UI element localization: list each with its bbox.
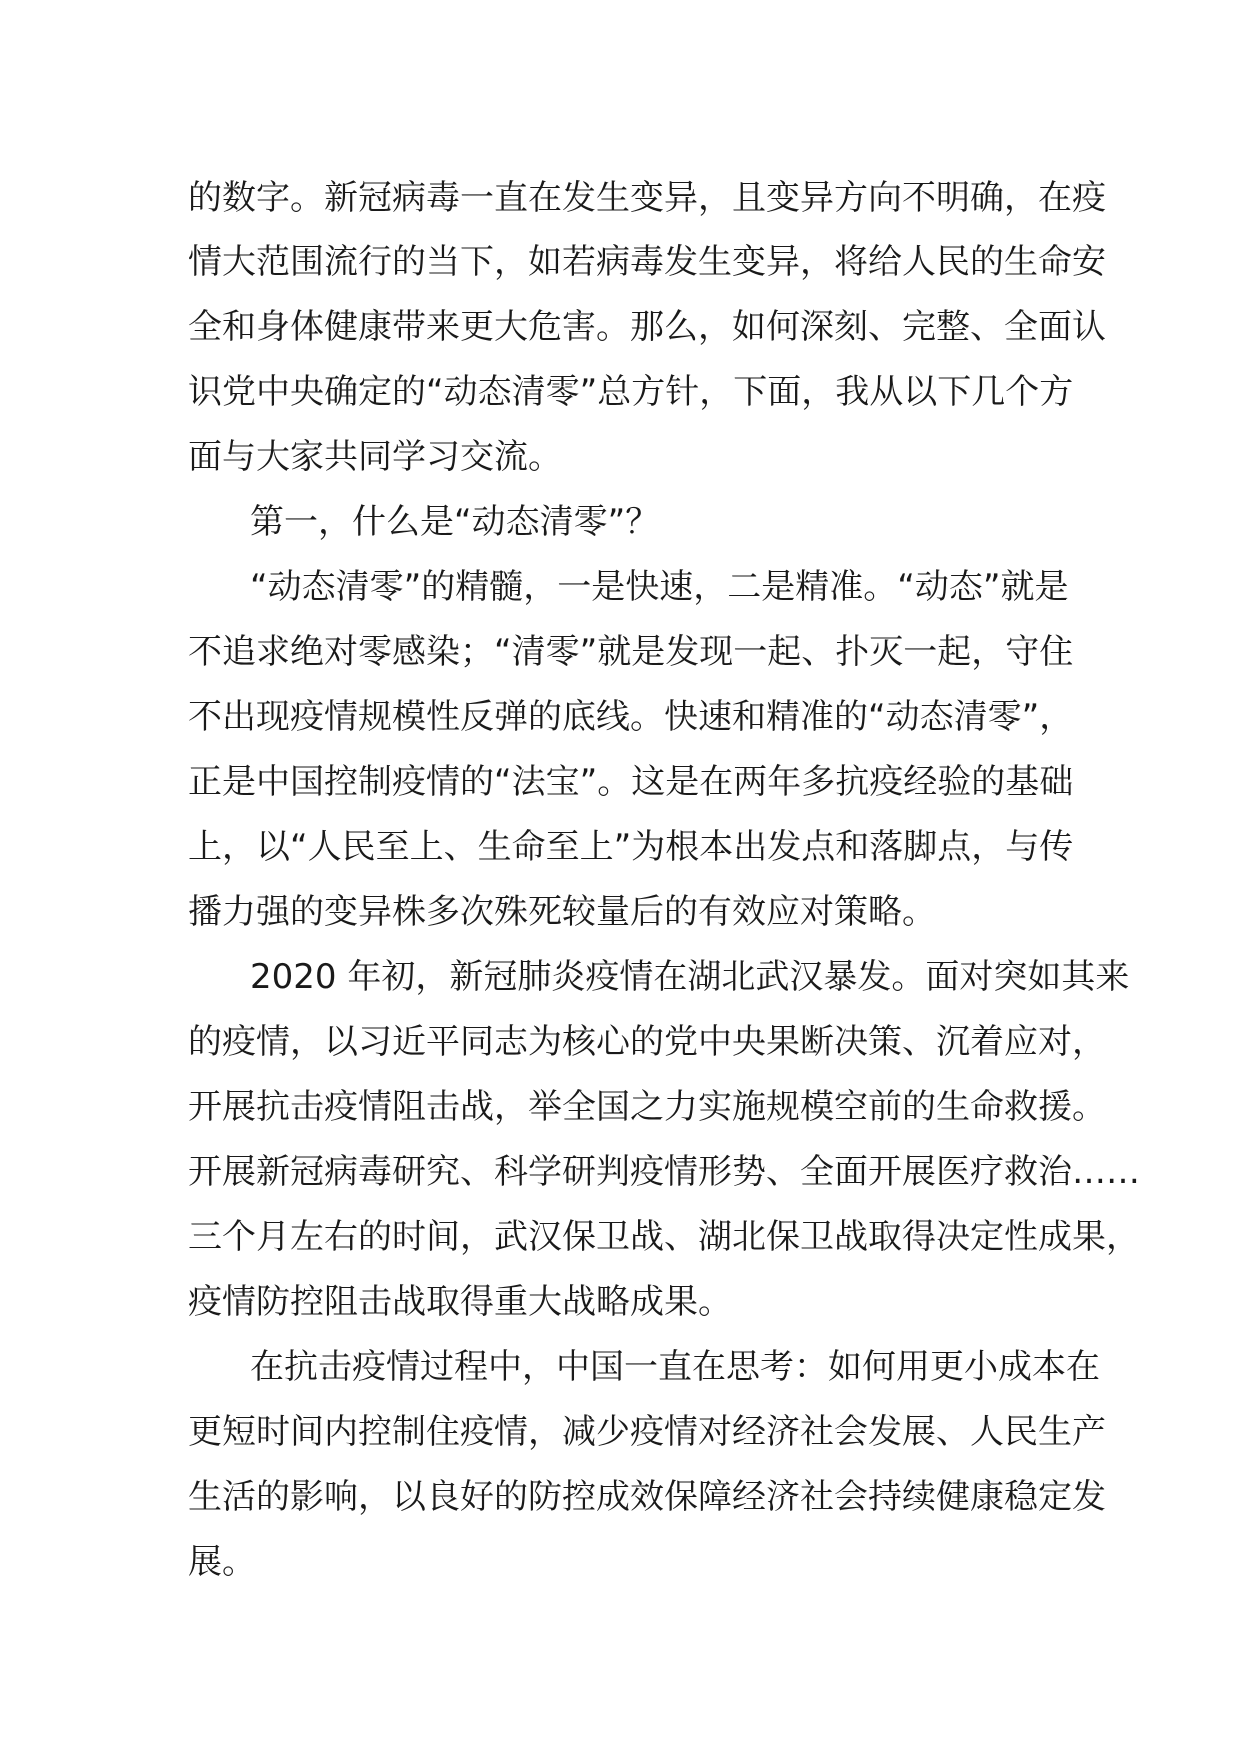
text-line: “动态清零”的精髓，一是快速，二是精准。“动态”就是 [250, 567, 1069, 607]
text-line: 识党中央确定的“动态清零”总方针，下面，我从以下几个方 [188, 372, 1074, 412]
text-line: 在抗击疫情过程中，中国一直在思考：如何用更小成本在 [250, 1347, 1100, 1387]
text-line: 播力强的变异株多次殊死较量后的有效应对策略。 [188, 892, 936, 932]
text-line: 的数字。新冠病毒一直在发生变异，且变异方向不明确，在疫 [188, 178, 1106, 218]
text-line: 面与大家共同学习交流。 [188, 437, 562, 477]
text-line: 的疫情，以习近平同志为核心的党中央果断决策、沉着应对， [188, 1022, 1106, 1062]
text-line: 展。 [188, 1542, 256, 1582]
text-line: 2020 年初，新冠肺炎疫情在湖北武汉暴发。面对突如其来 [250, 957, 1130, 997]
text-line: 开展抗击疫情阻击战，举全国之力实施规模空前的生命救援。 [188, 1087, 1106, 1127]
text-line: 三个月左右的时间，武汉保卫战、湖北保卫战取得决定性成果， [188, 1217, 1140, 1257]
text-line: 正是中国控制疫情的“法宝”。这是在两年多抗疫经验的基础 [188, 762, 1074, 802]
text-line: 情大范围流行的当下，如若病毒发生变异，将给人民的生命安 [188, 242, 1106, 282]
text-line: 全和身体健康带来更大危害。那么，如何深刻、完整、全面认 [188, 307, 1106, 347]
text-line: 不出现疫情规模性反弹的底线。快速和精准的“动态清零”， [188, 697, 1074, 737]
text-line: 上，以“人民至上、生命至上”为根本出发点和落脚点，与传 [188, 827, 1074, 867]
text-line: 更短时间内控制住疫情，减少疫情对经济社会发展、人民生产 [188, 1412, 1106, 1452]
text-line: 生活的影响，以良好的防控成效保障经济社会持续健康稳定发 [188, 1477, 1106, 1517]
text-line: 开展新冠病毒研究、科学研判疫情形势、全面开展医疗救治…… [188, 1152, 1140, 1192]
text-line: 疫情防控阻击战取得重大战略成果。 [188, 1282, 732, 1322]
section-heading: 第一，什么是“动态清零”？ [250, 502, 660, 542]
text-line: 不追求绝对零感染；“清零”就是发现一起、扑灭一起，守住 [188, 632, 1074, 672]
